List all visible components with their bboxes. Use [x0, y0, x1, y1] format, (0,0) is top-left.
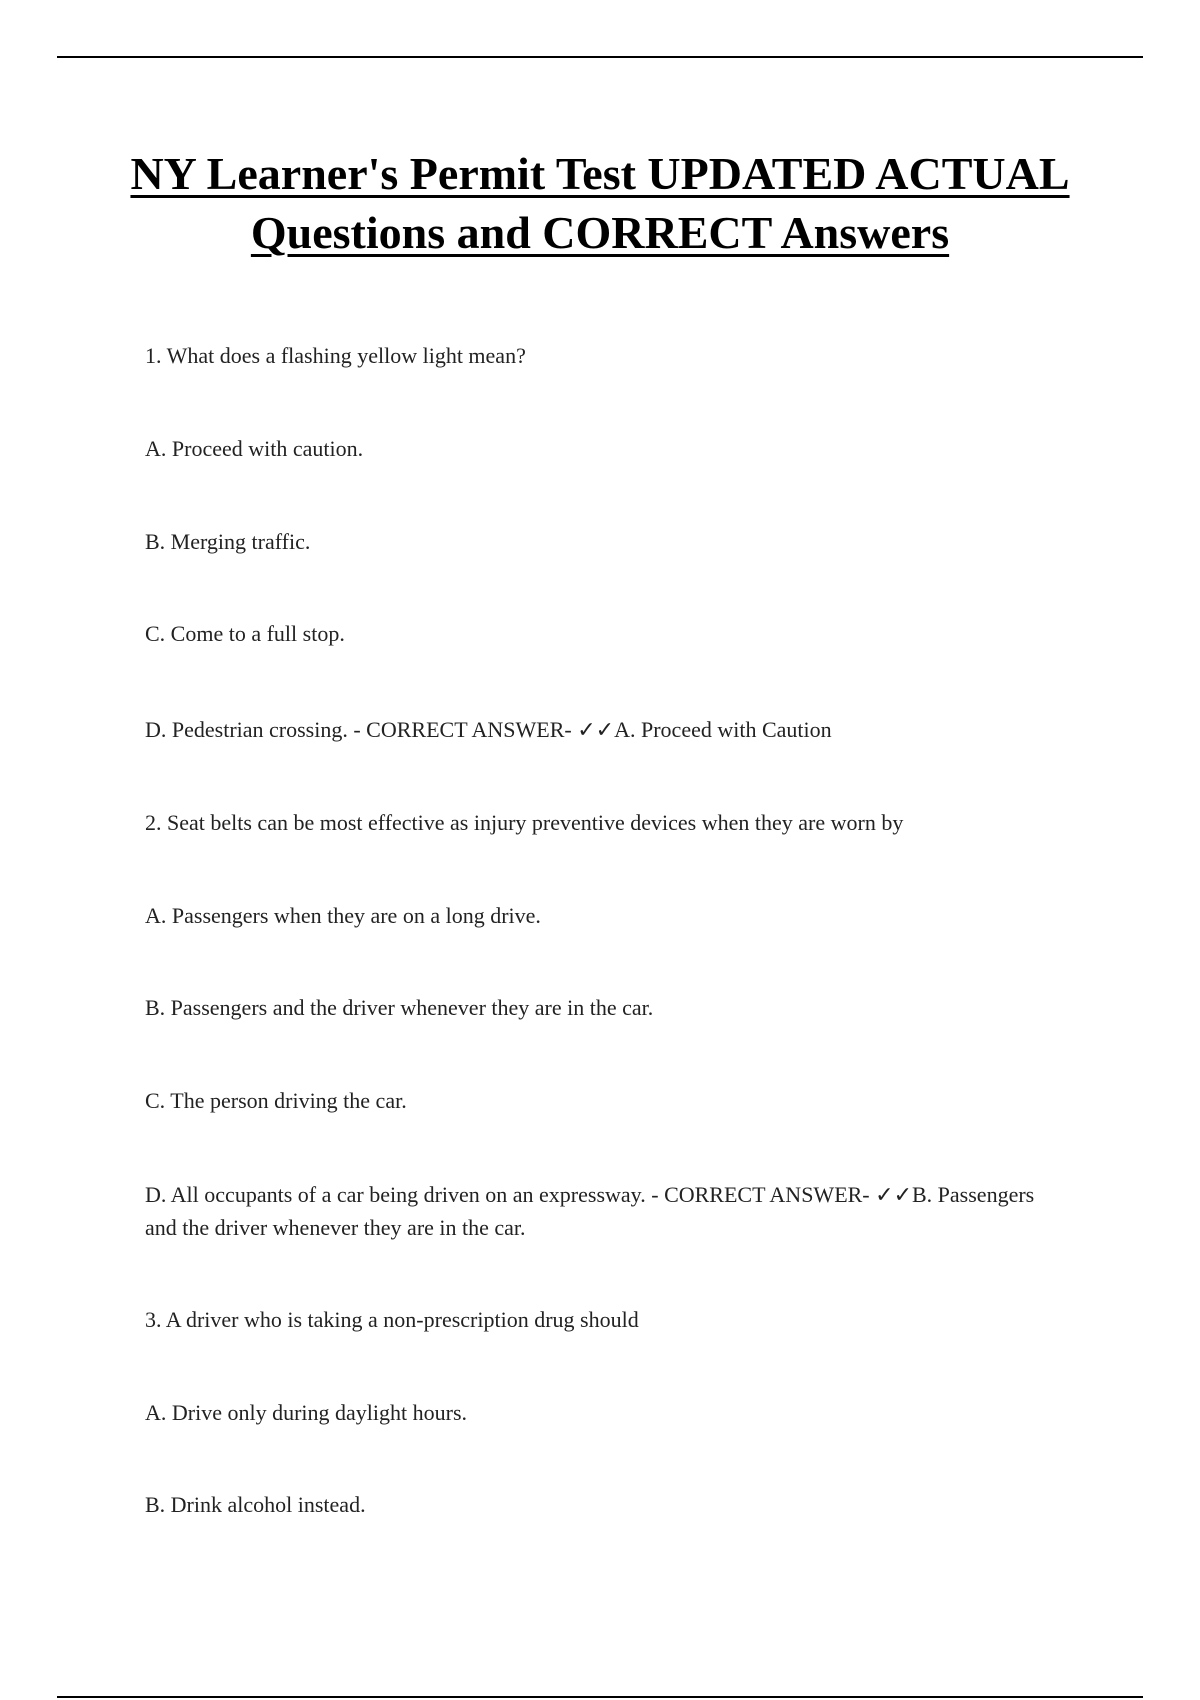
question-1-option-b: B. Merging traffic. — [145, 529, 311, 554]
top-divider — [57, 56, 1143, 58]
question-1-option-c: C. Come to a full stop. — [145, 621, 345, 646]
question-1-option-d-answer: D. Pedestrian crossing. - CORRECT ANSWER- ✓✓A. Proceed with Caution — [145, 717, 832, 742]
question-2-option-b: B. Passengers and the driver whenever they are in the car. — [145, 995, 654, 1020]
bottom-divider — [57, 1696, 1143, 1698]
question-2-option-c: C. The person driving the car. — [145, 1088, 407, 1113]
question-2-option-a: A. Passengers when they are on a long drive. — [145, 903, 541, 928]
question-3-option-a: A. Drive only during daylight hours. — [145, 1400, 468, 1425]
question-1: 1. What does a flashing yellow light mean? — [145, 343, 526, 368]
question-1-option-a: A. Proceed with caution. — [145, 436, 364, 461]
question-2-option-d-answer: D. All occupants of a car being driven on an expressway. - CORRECT ANSWER- ✓✓B. Passengers and the driver whenever they are in the car. — [145, 1182, 1035, 1240]
question-3-option-b: B. Drink alcohol instead. — [145, 1492, 366, 1517]
question-3: 3. A driver who is taking a non-prescription drug should — [145, 1307, 639, 1332]
document-title: NY Learner's Permit Test UPDATED ACTUAL Questions and CORRECT Answers — [130, 148, 1070, 258]
question-2: 2. Seat belts can be most effective as injury preventive devices when they are worn by — [145, 810, 904, 835]
